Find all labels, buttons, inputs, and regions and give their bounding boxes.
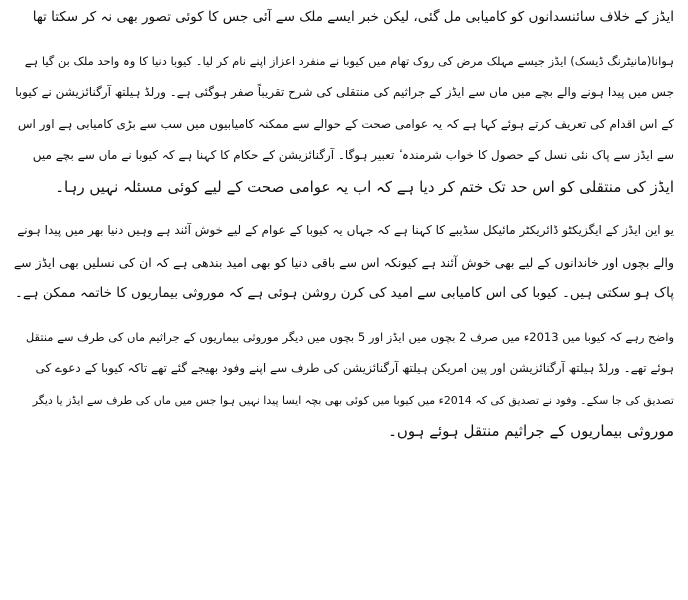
text-line: موروثی بیماریوں کے جراثیم منتقل ہوئے ہوں۔	[388, 422, 674, 440]
text-line: واضح رہے کہ کیوبا میں 2013ء میں صرف 2 بچوں میں ایڈز اور 5 بچوں میں دیگر موروثی بیماریوں کے جراثیم ماں کی طرف سے منتقل	[25, 329, 674, 344]
text-line: سے ایڈز سے پاک نئی نسل کے حصول کا خواب شرمندہ ٔ تعبیر ہوگا۔ آرگنائزیشن کے حکام کا کہنا ہے کہ کیوبا نے ماں سے بچے میں	[32, 148, 674, 162]
body-paragraph-1	[14, 46, 674, 204]
text-line: والے بچوں اور خاندانوں کے لیے بھی خوش آئند ہے کیونکہ اس سے باقی دنیا کو بھی امید بندھی ہے کہ ان کی نسلیں بھی ایڈز سے	[14, 254, 674, 270]
text-line: کے اس اقدام کی تعریف کرتے ہوئے کہا ہے کہ یہ عوامی صحت کے حوالے سے ممکنہ کامیابیوں میں سب سے بڑی کامیابی ہے اور اس	[17, 116, 674, 131]
text-line: ہوانا(مانیٹرنگ ڈیسک) ایڈز جیسے مہلک مرض کی روک تھام میں کیوبا نے منفرد اعزاز اپنے نام کر لیا۔ کیوبا دنیا کا وہ واحد ملک بن گیا ہے	[24, 53, 674, 68]
text-line: ہوئے تھے۔ ورلڈ ہیلتھ آرگنائزیشن اور پین امریکن ہیلتھ آرگنائزیشن کی طرف سے اپنے وفود بھیجے گئے تھے تاکہ کیوبا کے دعوے کی	[35, 361, 674, 375]
text-line: پاک ہو سکتی ہیں۔ کیوبا کی اس کامیابی سے امید کی کرن روشن ہوئی ہے کہ موروثی بیماریوں کا خاتمہ ممکن ہے۔	[14, 285, 674, 301]
headline-paragraph	[14, 2, 674, 34]
text-line: جس میں پیدا ہونے والے بچے میں ماں سے ایڈز کے جراثیم کی منتقلی کی شرح تقریباً صفر ہوگئی ہے۔ ورلڈ ہیلتھ آرگنائزیشن نے کیوبا	[15, 85, 674, 99]
body-paragraph-3	[14, 322, 674, 448]
text-line: تصدیق کی جا سکے۔ وفود نے تصدیق کی کہ 2014ء میں کیوبا میں کوئی بھی بچہ ایسا پیدا نہیں ہوا جس میں ماں کی طرف سے ایڈز یا دیگر	[32, 393, 674, 407]
text-line: یو این ایڈز کے ایگزیکٹو ڈائریکٹر مائیکل سڈیبے کا کہنا ہے کہ جہاں یہ کیوبا کے عوام کے لیے خوش آئند ہے وہیں دنیا بھر میں پیدا ہونے	[17, 223, 674, 237]
text-line: ایڈز کے خلاف سائنسدانوں کو کامیابی مل گئی، لیکن خبر ایسے ملک سے آئی جس کا کوئی تصور بھی نہ کر سکتا تھا	[32, 9, 674, 25]
text-line: ایڈز کی منتقلی کو اس حد تک ختم کر دیا ہے کہ اب یہ عوامی صحت کے لیے کوئی مسئلہ نہیں رہا۔	[55, 177, 674, 196]
body-paragraph-2	[14, 215, 674, 310]
